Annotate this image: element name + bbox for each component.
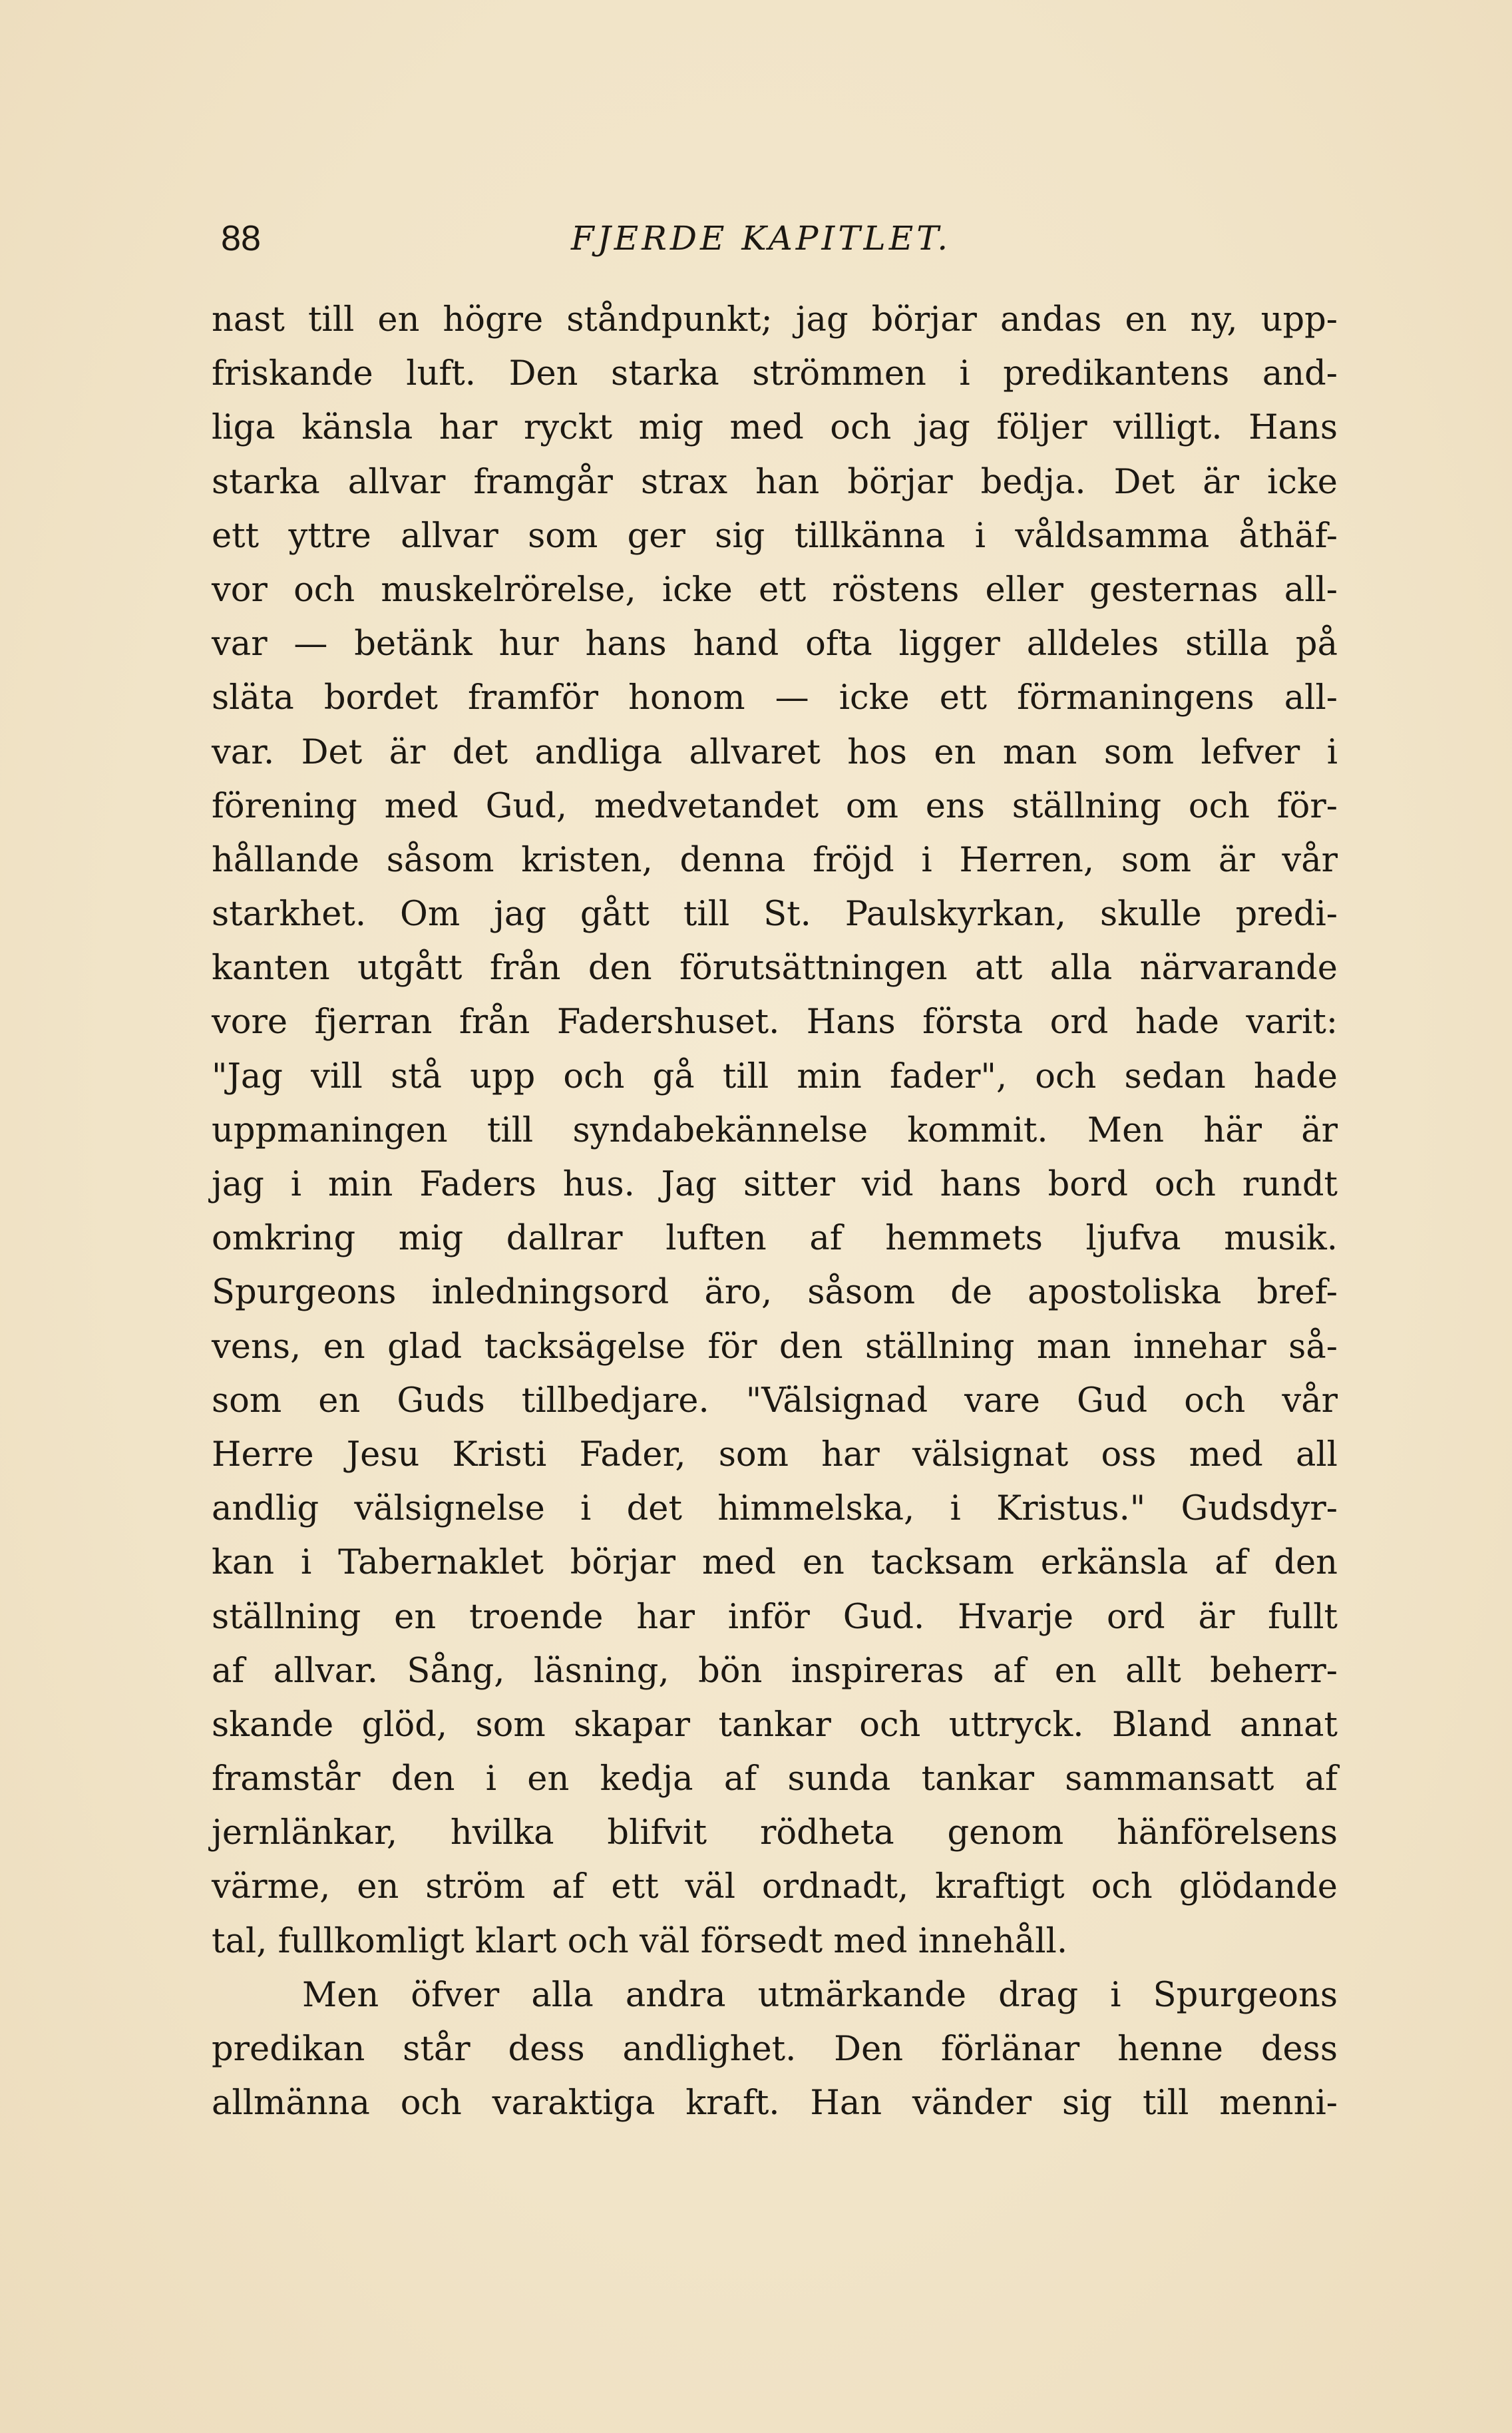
text-line: omkring mig dallrar luften af hemmets ljufva musik. xyxy=(212,1219,1338,1259)
text-line: släta bordet framför honom — icke ett förmaningens all- xyxy=(212,678,1338,718)
text-line: starkhet. Om jag gått till St. Paulskyrkan, skulle predi- xyxy=(212,895,1338,935)
text-line: Herre Jesu Kristi Fader, som har välsignat oss med all xyxy=(212,1435,1338,1474)
text-line: jag i min Faders hus. Jag sitter vid hans bord och rundt xyxy=(212,1165,1338,1204)
text-line: kanten utgått från den förutsättningen att alla närvarande xyxy=(212,949,1338,989)
text-line: förening med Gud, medvetandet om ens ställning och för- xyxy=(212,786,1338,826)
text-line: Men öfver alla andra utmärkande drag i Spurgeons xyxy=(302,1975,1338,2015)
text-line: af allvar. Sång, läsning, bön inspireras af en allt beherr- xyxy=(212,1651,1338,1691)
text-line: hållande såsom kristen, denna fröjd i Herren, som är vår xyxy=(212,840,1338,880)
text-line: uppmaningen till syndabekännelse kommit. Men här är xyxy=(212,1110,1338,1150)
running-head: FJERDE KAPITLET. xyxy=(571,219,952,258)
page-number: 88 xyxy=(221,218,262,258)
text-line: var — betänk hur hans hand ofta ligger alldeles stilla på xyxy=(212,624,1338,664)
text-line: jernlänkar, hvilka blifvit rödheta genom hänförelsens xyxy=(212,1813,1338,1853)
text-line: liga känsla har ryckt mig med och jag följer villigt. Hans xyxy=(212,408,1338,448)
text-line: vore fjerran från Fadershuset. Hans första ord hade varit: xyxy=(212,1002,1338,1042)
text-line: tal, fullkomligt klart och väl försedt med innehåll. xyxy=(212,1921,1068,1961)
page-header xyxy=(212,212,1343,265)
paragraph-2 xyxy=(212,1968,1338,2131)
text-line: ett yttre allvar som ger sig tillkänna i våldsamma åthäf- xyxy=(212,516,1338,556)
text-line: värme, en ström af ett väl ordnadt, kraftigt och glödande xyxy=(212,1867,1338,1907)
text-line: starka allvar framgår strax han börjar bedja. Det är icke xyxy=(212,462,1338,502)
text-line: som en Guds tillbedjare. "Välsignad vare Gud och vår xyxy=(212,1381,1338,1421)
text-line: "Jag vill stå upp och gå till min fader", och sedan hade xyxy=(212,1056,1338,1096)
text-line: ställning en troende har inför Gud. Hvarje ord är fullt xyxy=(212,1597,1338,1637)
text-line: var. Det är det andliga allvaret hos en man som lefver i xyxy=(212,732,1338,772)
text-line: vens, en glad tacksägelse för den ställning man innehar så- xyxy=(212,1327,1338,1367)
text-line: framstår den i en kedja af sunda tankar sammansatt af xyxy=(212,1759,1338,1799)
text-line: skande glöd, som skapar tankar och uttryck. Bland annat xyxy=(212,1705,1338,1745)
text-line: nast till en högre ståndpunkt; jag börjar andas en ny, upp- xyxy=(212,300,1338,339)
text-line: kan i Tabernaklet börjar med en tacksam erkänsla af den xyxy=(212,1543,1338,1583)
text-line: andlig välsignelse i det himmelska, i Kristus." Gudsdyr- xyxy=(212,1489,1338,1529)
body-text xyxy=(212,293,1338,2130)
text-line: vor och muskelrörelse, icke ett röstens eller gesternas all- xyxy=(212,570,1338,610)
text-line: predikan står dess andlighet. Den förlänar henne dess xyxy=(212,2030,1338,2069)
text-line: friskande luft. Den starka strömmen i predikantens and- xyxy=(212,354,1338,394)
paragraph-1 xyxy=(212,293,1338,1968)
text-line: Spurgeons inledningsord äro, såsom de apostoliska bref- xyxy=(212,1273,1338,1313)
text-line: allmänna och varaktiga kraft. Han vänder sig till menni- xyxy=(212,2084,1338,2123)
